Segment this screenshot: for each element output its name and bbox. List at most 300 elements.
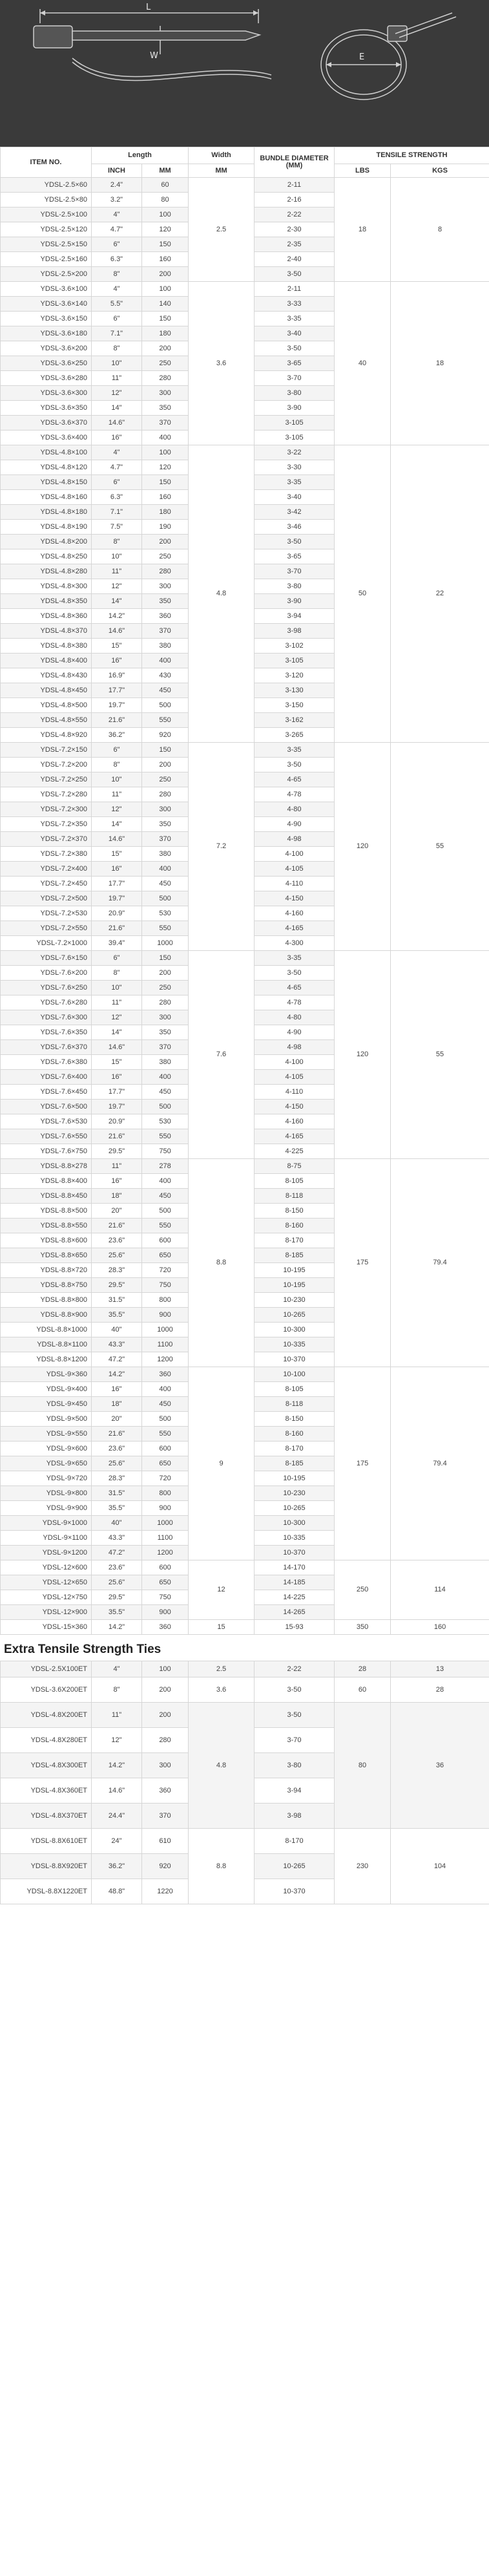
inch-cell: 25.6" [92,1575,142,1590]
bundle-cell: 3-80 [255,386,335,401]
mm-cell: 150 [142,312,189,326]
bundle-cell: 4-110 [255,1085,335,1100]
bundle-cell: 3-90 [255,594,335,609]
item-no-cell: YDSL-2.5X100ET [1,1661,92,1677]
inch-cell: 15" [92,639,142,654]
table-row [1,1620,489,1635]
item-no-cell: YDSL-7.2×450 [1,877,92,891]
mm-cell: 600 [142,1442,189,1456]
inch-cell: 14.6" [92,416,142,431]
item-no-cell: YDSL-8.8×278 [1,1159,92,1174]
inch-cell: 8" [92,1677,142,1703]
bundle-cell: 4-160 [255,1114,335,1129]
table-row [1,1367,489,1382]
inch-cell: 23.6" [92,1560,142,1575]
mm-cell: 400 [142,862,189,877]
item-no-cell: YDSL-7.2×550 [1,921,92,936]
bundle-cell: 4-98 [255,1040,335,1055]
item-no-cell: YDSL-7.2×370 [1,832,92,847]
bundle-cell: 10-195 [255,1278,335,1293]
bundle-cell: 14-225 [255,1590,335,1605]
mm-cell: 250 [142,772,189,787]
bundle-cell: 2-35 [255,237,335,252]
mm-cell: 450 [142,1397,189,1412]
mm-cell: 278 [142,1159,189,1174]
mm-cell: 300 [142,579,189,594]
bundle-cell: 3-90 [255,401,335,416]
inch-cell: 4" [92,445,142,460]
inch-cell: 8" [92,758,142,772]
mm-cell: 200 [142,1703,189,1728]
item-no-cell: YDSL-2.5×160 [1,252,92,267]
mm-cell: 360 [142,1367,189,1382]
inch-cell: 14.6" [92,624,142,639]
item-no-cell: YDSL-9×900 [1,1501,92,1516]
tie-head-shape [34,26,72,48]
mm-cell: 80 [142,193,189,208]
mm-cell: 380 [142,1055,189,1070]
mm-cell: 350 [142,817,189,832]
table-row [1,743,489,758]
item-no-cell: YDSL-7.2×200 [1,758,92,772]
bundle-cell: 3-105 [255,416,335,431]
item-no-cell: YDSL-12×900 [1,1605,92,1620]
label-L: L [146,3,151,12]
item-no-cell: YDSL-3.6×350 [1,401,92,416]
bundle-cell: 3-65 [255,356,335,371]
item-no-cell: YDSL-9×1200 [1,1546,92,1560]
inch-cell: 8" [92,535,142,549]
cable-tie-diagram [0,0,489,147]
inch-cell: 7.1" [92,505,142,520]
item-no-cell: YDSL-4.8×150 [1,475,92,490]
item-no-cell: YDSL-9×1000 [1,1516,92,1531]
item-no-cell: YDSL-4.8X200ET [1,1703,92,1728]
inch-cell: 19.7" [92,891,142,906]
item-no-cell: YDSL-7.2×380 [1,847,92,862]
bundle-cell: 3-105 [255,431,335,445]
lbs-cell: 250 [335,1560,391,1620]
inch-cell: 14" [92,817,142,832]
bundle-cell: 3-98 [255,624,335,639]
item-no-cell: YDSL-8.8×450 [1,1189,92,1204]
inch-cell: 10" [92,356,142,371]
mm-cell: 370 [142,1040,189,1055]
mm-cell: 450 [142,683,189,698]
inch-cell: 14.6" [92,1040,142,1055]
mm-cell: 530 [142,1114,189,1129]
mm-cell: 60 [142,178,189,193]
bundle-cell: 8-185 [255,1456,335,1471]
mm-cell: 720 [142,1263,189,1278]
item-no-cell: YDSL-4.8×550 [1,713,92,728]
inch-cell: 16" [92,1382,142,1397]
col-bundle-diameter: BUNDLE DIAMETER (MM) [255,147,335,178]
inch-cell: 17.7" [92,683,142,698]
mm-cell: 370 [142,416,189,431]
inch-cell: 24" [92,1829,142,1854]
bundle-cell: 3-50 [255,535,335,549]
item-no-cell: YDSL-4.8×200 [1,535,92,549]
mm-cell: 360 [142,609,189,624]
mm-cell: 550 [142,713,189,728]
inch-cell: 4.7" [92,460,142,475]
inch-cell: 8" [92,966,142,981]
bundle-cell: 4-110 [255,877,335,891]
bundle-cell: 4-165 [255,1129,335,1144]
kgs-cell: 28 [391,1677,489,1703]
item-no-cell: YDSL-3.6×370 [1,416,92,431]
item-no-cell: YDSL-7.6×750 [1,1144,92,1159]
inch-cell: 11" [92,787,142,802]
lbs-cell: 350 [335,1620,391,1635]
kgs-cell: 104 [391,1829,489,1904]
bundle-cell: 3-40 [255,326,335,341]
inch-cell: 10" [92,981,142,995]
inch-cell: 11" [92,1159,142,1174]
mm-cell: 800 [142,1486,189,1501]
bundle-cell: 15-93 [255,1620,335,1635]
inch-cell: 5.5" [92,297,142,312]
mm-cell: 400 [142,1070,189,1085]
inch-cell: 29.5" [92,1590,142,1605]
bundle-cell: 8-150 [255,1204,335,1219]
lbs-cell: 60 [335,1677,391,1703]
bundle-cell: 4-100 [255,1055,335,1070]
bundle-cell: 4-80 [255,1010,335,1025]
bundle-cell: 4-78 [255,787,335,802]
mm-cell: 200 [142,758,189,772]
inch-cell: 6" [92,475,142,490]
inch-cell: 20" [92,1412,142,1427]
item-no-cell: YDSL-7.6×530 [1,1114,92,1129]
bundle-cell: 4-78 [255,995,335,1010]
inch-cell: 14" [92,1025,142,1040]
mm-cell: 550 [142,1219,189,1233]
mm-cell: 1200 [142,1546,189,1560]
mm-cell: 360 [142,1778,189,1804]
inch-cell: 14" [92,401,142,416]
inch-cell: 36.2" [92,1854,142,1879]
inch-cell: 10" [92,772,142,787]
bundle-cell: 10-335 [255,1337,335,1352]
item-no-cell: YDSL-4.8×190 [1,520,92,535]
kgs-cell: 13 [391,1661,489,1677]
mm-cell: 750 [142,1278,189,1293]
mm-cell: 900 [142,1308,189,1323]
inch-cell: 12" [92,1728,142,1753]
col-tensile-strength: TENSILE STRENGTH [335,147,489,164]
item-no-cell: YDSL-2.5×120 [1,222,92,237]
bundle-cell: 3-105 [255,654,335,668]
item-no-cell: YDSL-7.6×200 [1,966,92,981]
bundle-cell: 10-265 [255,1854,335,1879]
item-no-cell: YDSL-4.8×370 [1,624,92,639]
item-no-cell: YDSL-3.6×140 [1,297,92,312]
inch-cell: 6.3" [92,490,142,505]
inch-cell: 21.6" [92,1427,142,1442]
inch-cell: 3.2" [92,193,142,208]
lbs-cell: 40 [335,282,391,445]
inch-cell: 21.6" [92,1219,142,1233]
inch-cell: 14.2" [92,1753,142,1778]
inch-cell: 21.6" [92,713,142,728]
bundle-cell: 3-42 [255,505,335,520]
bundle-cell: 3-50 [255,267,335,282]
item-no-cell: YDSL-8.8X610ET [1,1829,92,1854]
bundle-cell: 4-105 [255,862,335,877]
item-no-cell: YDSL-4.8×500 [1,698,92,713]
mm-cell: 450 [142,877,189,891]
mm-cell: 1200 [142,1352,189,1367]
bundle-cell: 8-160 [255,1427,335,1442]
inch-cell: 16" [92,1070,142,1085]
inch-cell: 35.5" [92,1605,142,1620]
mm-cell: 900 [142,1605,189,1620]
mm-cell: 750 [142,1590,189,1605]
inch-cell: 12" [92,1010,142,1025]
mm-cell: 280 [142,787,189,802]
inch-cell: 15" [92,847,142,862]
kgs-cell: 55 [391,951,489,1159]
inch-cell: 35.5" [92,1308,142,1323]
item-no-cell: YDSL-9×720 [1,1471,92,1486]
inch-cell: 43.3" [92,1337,142,1352]
bundle-cell: 2-16 [255,193,335,208]
item-no-cell: YDSL-3.6×280 [1,371,92,386]
tie-side-profile [72,58,271,76]
lbs-cell: 230 [335,1829,391,1904]
inch-cell: 2.4" [92,178,142,193]
inch-cell: 6" [92,312,142,326]
mm-cell: 750 [142,1144,189,1159]
mm-cell: 180 [142,326,189,341]
mm-cell: 500 [142,1412,189,1427]
bundle-cell: 8-170 [255,1829,335,1854]
bundle-cell: 3-35 [255,312,335,326]
mm-cell: 450 [142,1085,189,1100]
item-no-cell: YDSL-3.6×400 [1,431,92,445]
inch-cell: 14.2" [92,1367,142,1382]
table-row [1,1661,489,1677]
inch-cell: 47.2" [92,1352,142,1367]
item-no-cell: YDSL-4.8×120 [1,460,92,475]
width-cell: 4.8 [189,1703,255,1829]
mm-cell: 200 [142,267,189,282]
lbs-cell: 120 [335,743,391,951]
kgs-cell: 55 [391,743,489,951]
item-no-cell: YDSL-7.6×150 [1,951,92,966]
bundle-cell: 10-300 [255,1516,335,1531]
bundle-cell: 10-195 [255,1471,335,1486]
inch-cell: 6" [92,743,142,758]
item-no-cell: YDSL-8.8X1220ET [1,1879,92,1904]
item-no-cell: YDSL-4.8×380 [1,639,92,654]
bundle-cell: 10-265 [255,1308,335,1323]
kgs-cell: 160 [391,1620,489,1635]
bundle-cell: 2-30 [255,222,335,237]
item-no-cell: YDSL-7.6×380 [1,1055,92,1070]
item-no-cell: YDSL-12×650 [1,1575,92,1590]
inch-cell: 29.5" [92,1278,142,1293]
item-no-cell: YDSL-9×400 [1,1382,92,1397]
kgs-cell: 8 [391,178,489,282]
item-no-cell: YDSL-4.8X300ET [1,1753,92,1778]
mm-cell: 100 [142,445,189,460]
item-no-cell: YDSL-2.5×100 [1,208,92,222]
mm-cell: 500 [142,698,189,713]
inch-cell: 11" [92,371,142,386]
item-no-cell: YDSL-7.2×280 [1,787,92,802]
bundle-cell: 3-22 [255,445,335,460]
bundle-cell: 8-150 [255,1412,335,1427]
inch-cell: 43.3" [92,1531,142,1546]
item-no-cell: YDSL-7.2×1000 [1,936,92,951]
item-no-cell: YDSL-15×360 [1,1620,92,1635]
mm-cell: 650 [142,1248,189,1263]
mm-cell: 380 [142,847,189,862]
item-no-cell: YDSL-9×550 [1,1427,92,1442]
item-no-cell: YDSL-3.6×250 [1,356,92,371]
item-no-cell: YDSL-8.8×720 [1,1263,92,1278]
inch-cell: 17.7" [92,877,142,891]
mm-cell: 100 [142,282,189,297]
width-cell: 9 [189,1367,255,1560]
bundle-cell: 3-50 [255,1703,335,1728]
inch-cell: 12" [92,802,142,817]
inch-cell: 21.6" [92,1129,142,1144]
item-no-cell: YDSL-9×360 [1,1367,92,1382]
mm-cell: 250 [142,549,189,564]
inch-cell: 36.2" [92,728,142,743]
inch-cell: 40" [92,1323,142,1337]
bundle-cell: 4-90 [255,1025,335,1040]
item-no-cell: YDSL-7.6×250 [1,981,92,995]
inch-cell: 4" [92,1661,142,1677]
item-no-cell: YDSL-9×1100 [1,1531,92,1546]
inch-cell: 7.1" [92,326,142,341]
item-no-cell: YDSL-4.8×400 [1,654,92,668]
bundle-cell: 10-230 [255,1486,335,1501]
bundle-cell: 3-35 [255,743,335,758]
item-no-cell: YDSL-4.8×250 [1,549,92,564]
mm-cell: 200 [142,535,189,549]
item-no-cell: YDSL-8.8×550 [1,1219,92,1233]
bundle-cell: 14-185 [255,1575,335,1590]
bundle-cell: 3-35 [255,475,335,490]
width-cell: 2.5 [189,1661,255,1677]
width-cell: 12 [189,1560,255,1620]
mm-cell: 920 [142,728,189,743]
item-no-cell: YDSL-4.8×180 [1,505,92,520]
mm-cell: 500 [142,1204,189,1219]
item-no-cell: YDSL-3.6X200ET [1,1677,92,1703]
inch-cell: 14.2" [92,609,142,624]
inch-cell: 14.2" [92,1620,142,1635]
bundle-cell: 2-11 [255,282,335,297]
inch-cell: 16" [92,862,142,877]
mm-cell: 610 [142,1829,189,1854]
col-width: Width [189,147,255,164]
mm-cell: 1000 [142,936,189,951]
lbs-cell: 175 [335,1367,391,1560]
col-width-mm: MM [189,164,255,178]
mm-cell: 1220 [142,1879,189,1904]
item-no-cell: YDSL-7.6×400 [1,1070,92,1085]
bundle-cell: 3-70 [255,1728,335,1753]
mm-cell: 380 [142,639,189,654]
spec-table [0,147,489,1635]
item-no-cell: YDSL-8.8×1200 [1,1352,92,1367]
mm-cell: 400 [142,431,189,445]
mm-cell: 800 [142,1293,189,1308]
bundle-cell: 3-70 [255,564,335,579]
bundle-cell: 3-35 [255,951,335,966]
mm-cell: 400 [142,1174,189,1189]
inch-cell: 17.7" [92,1085,142,1100]
item-no-cell: YDSL-8.8X920ET [1,1854,92,1879]
item-no-cell: YDSL-7.2×150 [1,743,92,758]
item-no-cell: YDSL-12×600 [1,1560,92,1575]
col-lbs: LBS [335,164,391,178]
mm-cell: 150 [142,237,189,252]
bundle-cell: 2-40 [255,252,335,267]
item-no-cell: YDSL-4.8×100 [1,445,92,460]
mm-cell: 300 [142,1010,189,1025]
bundle-cell: 4-150 [255,1100,335,1114]
bundle-cell: 3-162 [255,713,335,728]
kgs-cell: 22 [391,445,489,743]
item-no-cell: YDSL-4.8×300 [1,579,92,594]
inch-cell: 31.5" [92,1486,142,1501]
width-cell: 4.8 [189,445,255,743]
item-no-cell: YDSL-8.8×1000 [1,1323,92,1337]
inch-cell: 39.4" [92,936,142,951]
bundle-cell: 8-105 [255,1382,335,1397]
inch-cell: 25.6" [92,1456,142,1471]
item-no-cell: YDSL-7.2×400 [1,862,92,877]
item-no-cell: YDSL-3.6×180 [1,326,92,341]
width-cell: 8.8 [189,1159,255,1367]
item-no-cell: YDSL-4.8×160 [1,490,92,505]
item-no-cell: YDSL-7.6×280 [1,995,92,1010]
mm-cell: 1000 [142,1323,189,1337]
bundle-cell: 4-300 [255,936,335,951]
mm-cell: 650 [142,1575,189,1590]
table-row [1,178,489,193]
mm-cell: 150 [142,475,189,490]
bundle-cell: 8-170 [255,1233,335,1248]
bundle-cell: 3-30 [255,460,335,475]
table-row [1,1560,489,1575]
mm-cell: 100 [142,1661,189,1677]
item-no-cell: YDSL-4.8×920 [1,728,92,743]
bundle-cell: 8-118 [255,1189,335,1204]
bundle-cell: 10-195 [255,1263,335,1278]
col-item-no: ITEM NO. [1,147,92,178]
bundle-cell: 14-265 [255,1605,335,1620]
bundle-cell: 14-170 [255,1560,335,1575]
mm-cell: 720 [142,1471,189,1486]
inch-cell: 6.3" [92,252,142,267]
bundle-cell: 10-335 [255,1531,335,1546]
mm-cell: 500 [142,891,189,906]
mm-cell: 280 [142,995,189,1010]
inch-cell: 23.6" [92,1442,142,1456]
mm-cell: 200 [142,341,189,356]
inch-cell: 23.6" [92,1233,142,1248]
mm-cell: 150 [142,743,189,758]
